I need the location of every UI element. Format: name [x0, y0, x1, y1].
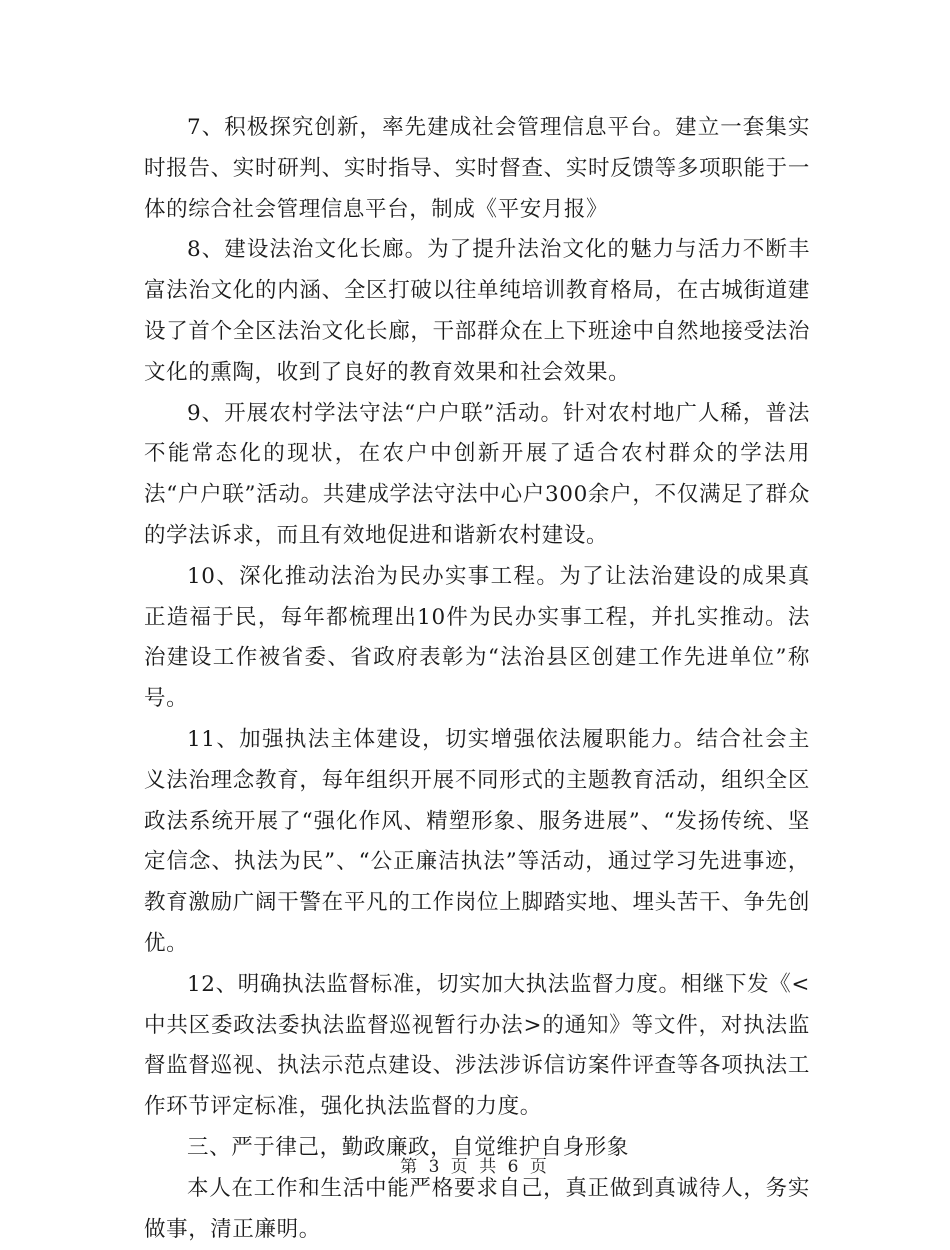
paragraph-12: 12、明确执法监督标准，切实加大执法监督力度。相继下发《<中共区委政法委执法监督巡视暂行办法>的通知》等文件，对执法监督监督巡视、执法示范点建设、涉法涉诉信访案件评查等各项执法工作环节评定标准，强化执法监督的力度。: [144, 971, 810, 1120]
paragraph-9: 9、开展农村学法守法“户户联”活动。针对农村地广人稀，普法不能常态化的现状，在农户中创新开展了适合农村群众的学法用法“户户联”活动。共建成学法守法中心户300余户，不仅满足了群众的学法诉求，而且有效地促进和谐新农村建设。: [144, 400, 810, 548]
document-body: [144, 108, 810, 1250]
paragraph-10: 10、深化推动法治为民办实事工程。为了让法治建设的成果真正造福于民，每年都梳理出10件为民办实事工程，并扎实推动。法治建设工作被省委、省政府表彰为“法治县区创建工作先进单位”称号。: [144, 563, 810, 712]
paragraph-self-discipline: 本人在工作和生活中能严格要求自己，真正做到真诚待人，务实做事，清正廉明。: [144, 1175, 810, 1242]
paragraph-11: 11、加强执法主体建设，切实增强依法履职能力。结合社会主义法治理念教育，每年组织开展不同形式的主题教育活动，组织全区政法系统开展了“强化作风、精塑形象、服务进展”、“发扬传统、坚定信念、执法为民”、“公正廉洁执法”等活动，通过学习先进事迹，教育激励广阔干警在平凡的工作岗位上脚踏实地、埋头苦干、争先创优。: [144, 726, 810, 956]
paragraph-8: 8、建设法治文化长廊。为了提升法治文化的魅力与活力不断丰富法治文化的内涵、全区打破以往单纯培训教育格局，在古城街道建设了首个全区法治文化长廊，干部群众在上下班途中自然地接受法治文化的熏陶，收到了良好的教育效果和社会效果。: [144, 237, 810, 385]
paragraph-7: 7、积极探究创新，率先建成社会管理信息平台。建立一套集实时报告、实时研判、实时指导、实时督查、实时反馈等多项职能于一体的综合社会管理信息平台，制成《平安月报》: [144, 115, 810, 222]
page-number-footer: 第 3 页 共 6 页: [400, 1157, 550, 1177]
section-heading-3: 三、严于律己，勤政廉政，自觉维护自身形象: [187, 1134, 630, 1160]
